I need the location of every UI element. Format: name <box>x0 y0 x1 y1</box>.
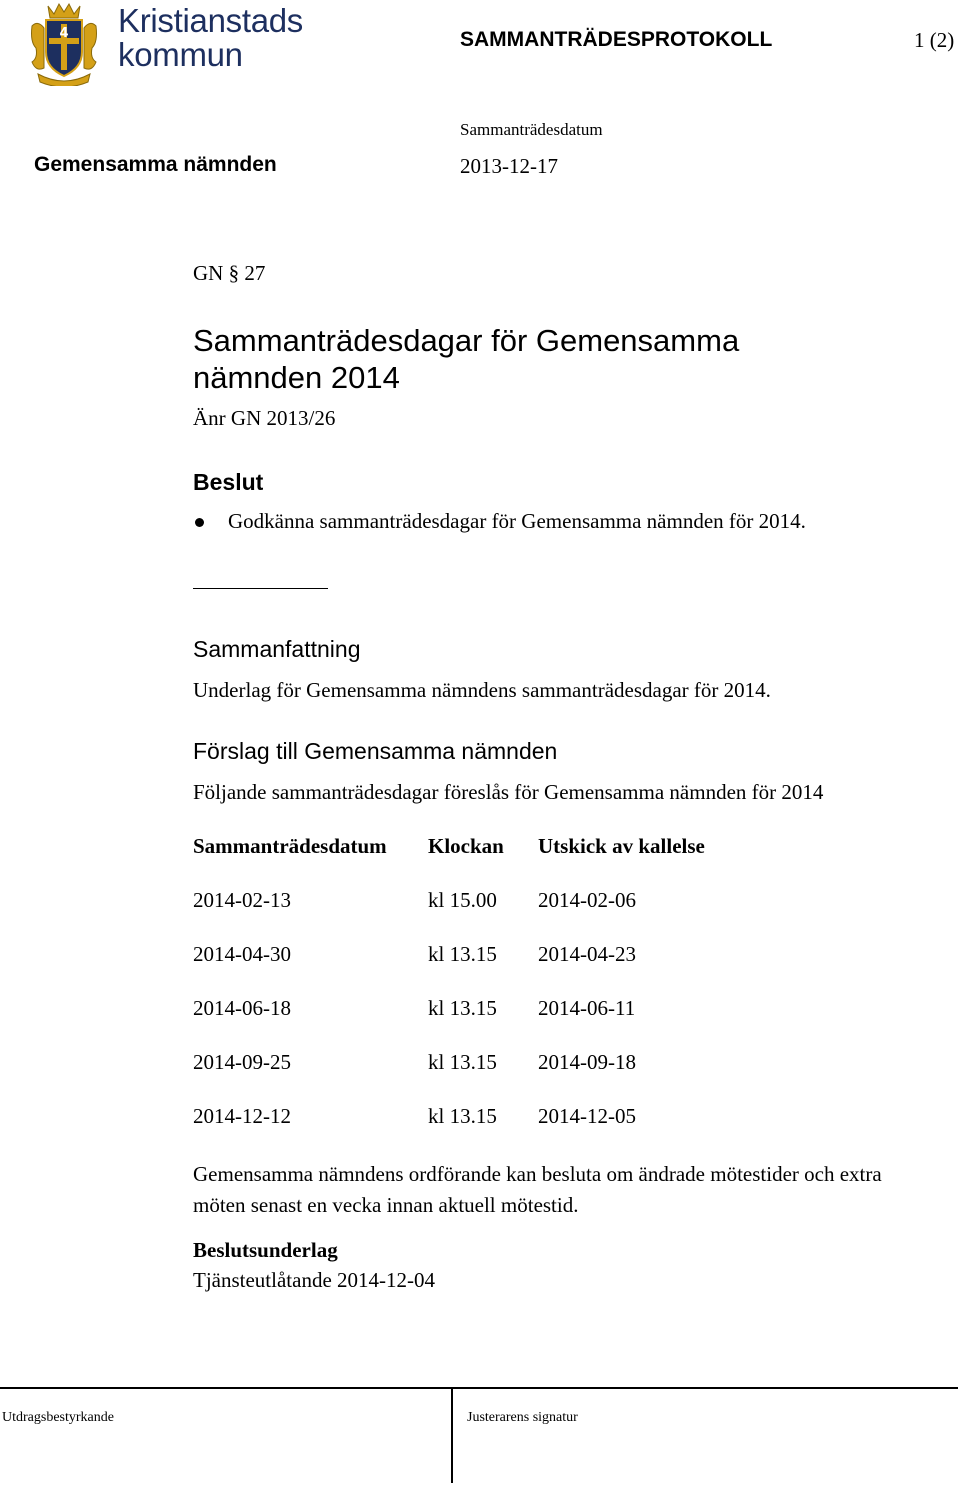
item-title-line2: nämnden 2014 <box>193 360 400 395</box>
notice-date-cell: 2014-02-06 <box>538 888 636 912</box>
paragraph-number: GN § 27 <box>193 261 266 285</box>
notice-date-cell: 2014-04-23 <box>538 942 636 966</box>
adjuster-signature-label: Justerarens signatur <box>467 1410 578 1425</box>
time-cell: kl 13.15 <box>428 996 497 1020</box>
decision-bullet-text: Godkänna sammanträdesdagar för Gemensamma nämnden för 2014. <box>228 509 806 533</box>
time-cell: kl 15.00 <box>428 888 497 912</box>
footer-divider <box>451 1387 453 1483</box>
case-number: Änr GN 2013/26 <box>193 406 336 430</box>
notice-date-cell: 2014-06-11 <box>538 996 636 1020</box>
summary-text: Underlag för Gemensamma nämndens sammanträdesdagar för 2014. <box>193 678 771 702</box>
svg-text:4: 4 <box>59 26 69 41</box>
organization-name <box>118 4 303 72</box>
item-title <box>193 322 739 396</box>
coat-of-arms-icon <box>28 2 100 86</box>
document-type: SAMMANTRÄDESPROTOKOLL <box>460 28 773 51</box>
footer-rule <box>0 1387 958 1389</box>
basis-text: Tjänsteutlåtande 2014-12-04 <box>193 1268 436 1292</box>
basis-heading: Beslutsunderlag <box>193 1238 338 1262</box>
meeting-date-cell: 2014-06-18 <box>193 996 291 1020</box>
certification-label: Utdragsbestyrkande <box>2 1410 114 1425</box>
time-cell: kl 13.15 <box>428 1050 497 1074</box>
table-header-date: Sammanträdesdatum <box>193 834 387 858</box>
item-title-line1: Sammanträdesdagar för Gemensamma <box>193 323 740 358</box>
table-header-notice: Utskick av kallelse <box>538 834 705 858</box>
chairman-note: Gemensamma nämndens ordförande kan besluta om ändrade mötestider och extra möten senast en vecka innan aktuell mötestid. <box>193 1162 882 1217</box>
notice-date-cell: 2014-12-05 <box>538 1104 636 1128</box>
time-cell: kl 13.15 <box>428 942 497 966</box>
table-row <box>193 1104 893 1128</box>
organization-name-line2: kommun <box>118 36 243 73</box>
bullet-icon <box>195 518 204 527</box>
table-row <box>193 996 893 1020</box>
table-row <box>193 942 893 966</box>
summary-heading: Sammanfattning <box>193 636 361 662</box>
committee-name: Gemensamma nämnden <box>34 153 277 176</box>
meeting-date-cell: 2014-09-25 <box>193 1050 291 1074</box>
section-divider <box>193 588 328 589</box>
proposal-heading: Förslag till Gemensamma nämnden <box>193 738 558 764</box>
decision-heading: Beslut <box>193 469 264 495</box>
meeting-date-value: 2013-12-17 <box>460 154 558 178</box>
proposal-text: Följande sammanträdesdagar föreslås för Gemensamma nämnden för 2014 <box>193 780 824 804</box>
table-row <box>193 888 893 912</box>
table-header-time: Klockan <box>428 834 504 858</box>
organization-name-line1: Kristianstads <box>118 2 304 39</box>
table-row <box>193 1050 893 1074</box>
time-cell: kl 13.15 <box>428 1104 497 1128</box>
meeting-date-cell: 2014-02-13 <box>193 888 291 912</box>
meeting-date-cell: 2014-04-30 <box>193 942 291 966</box>
meeting-date-label: Sammanträdesdatum <box>460 120 603 139</box>
notice-date-cell: 2014-09-18 <box>538 1050 636 1074</box>
meeting-date-cell: 2014-12-12 <box>193 1104 291 1128</box>
page-number: 1 (2) <box>914 28 955 52</box>
